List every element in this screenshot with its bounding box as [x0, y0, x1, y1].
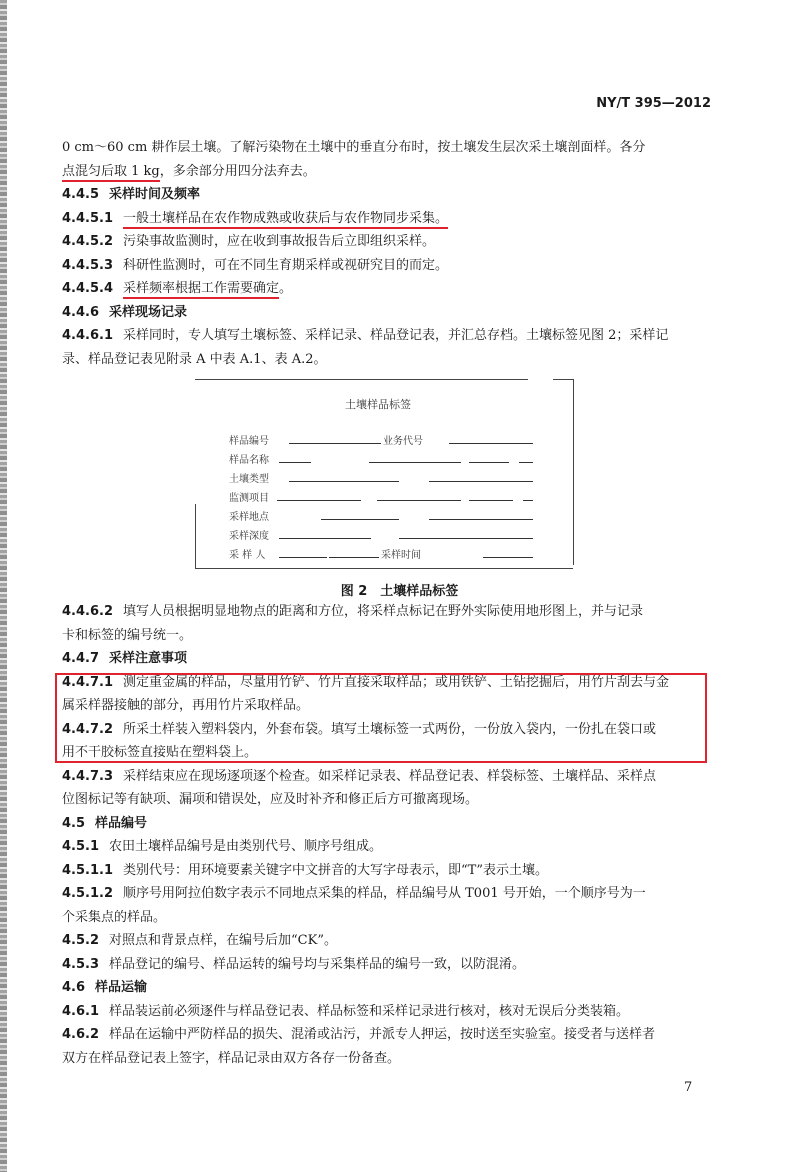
blank-line — [279, 557, 327, 558]
paragraph — [62, 160, 710, 184]
blank-line — [289, 443, 381, 444]
clause-number: 4.5.1.2 — [62, 886, 113, 901]
clause-continuation — [62, 348, 710, 372]
section-title: 样品运输 — [95, 980, 148, 995]
clause-number: 4.4.7.2 — [62, 721, 113, 737]
section-number: 4.4.7 — [62, 651, 100, 666]
label-field-name: 样品编号 — [229, 436, 269, 447]
clause-continuation — [62, 624, 710, 648]
clause — [62, 600, 710, 624]
label-field-name: 业务代号 — [383, 436, 423, 447]
clause-number: 4.4.5.2 — [62, 234, 113, 249]
clause-text: 类别代号：用环境要素关键字中文拼音的大写字母表示，即“T”表示土壤。 — [123, 862, 548, 878]
clause-text: 农田土壤样品编号是由类别代号、顺序号组成。 — [109, 839, 383, 854]
clause — [62, 277, 710, 301]
clause — [62, 859, 710, 883]
clause-number: 4.5.1 — [62, 839, 100, 854]
clause — [62, 207, 710, 231]
label-field-name: 采样深度 — [229, 531, 269, 542]
section-heading — [62, 976, 710, 1000]
text-line: 0 cm～60 cm 耕作层土壤。了解污染物在土壤中的垂直分布时，按土壤发生层次采土壤剖面样。各分 — [62, 140, 646, 155]
clause-text: 样品在运输中严防样品的损失、混淆或沾污，并派专人押运，按时送至实验室。接受者与送样者 — [109, 1027, 656, 1042]
blank-line — [289, 481, 399, 482]
blank-line — [377, 500, 461, 501]
section-number: 4.4.6 — [62, 304, 100, 320]
blank-line — [519, 462, 533, 463]
clause-number: 4.5.1.1 — [62, 862, 113, 878]
section-number: 4.4.5 — [62, 187, 100, 202]
soil-label-figure — [195, 376, 585, 570]
label-field-name: 采样时间 — [381, 550, 421, 561]
clause-text: 对照点和背景点样，在编号后加“CK”。 — [109, 933, 337, 948]
clause-continuation — [62, 906, 710, 930]
clause-continuation — [62, 1047, 710, 1071]
blank-line — [279, 462, 311, 463]
clause-text: 属采样器接触的部分，再用竹片采取样品。 — [62, 698, 310, 713]
clause — [62, 324, 710, 348]
label-row — [229, 546, 549, 560]
section-title: 采样时间及频率 — [109, 187, 201, 202]
blank-line — [469, 500, 513, 501]
clause-continuation — [62, 788, 710, 812]
label-row — [229, 527, 549, 541]
clause — [62, 1023, 710, 1047]
clause — [62, 882, 710, 906]
clause-number: 4.4.7.3 — [62, 768, 113, 784]
figure-border — [195, 568, 573, 569]
clause-text: 顺序号用阿拉伯数字表示不同地点采集的样品，样品编号从 T001 号开始，一个顺序号为一 — [123, 886, 646, 901]
blank-line — [369, 462, 461, 463]
clause-text: 卡和标签的编号统一。 — [62, 627, 193, 643]
clause — [62, 929, 710, 953]
clause-text: 个采集点的样品。 — [62, 909, 167, 925]
text-line: ，多余部分用四分法弃去。 — [159, 163, 316, 179]
blank-line — [449, 443, 533, 444]
clause-number: 4.4.5.4 — [62, 281, 113, 296]
document-body — [62, 136, 710, 371]
clause — [62, 765, 710, 789]
paragraph — [62, 136, 710, 160]
clause — [62, 1000, 710, 1024]
section-number: 4.5 — [62, 815, 86, 831]
blank-line — [329, 557, 379, 558]
figure-border — [195, 504, 196, 568]
section-heading — [62, 183, 710, 207]
section-heading — [62, 812, 710, 836]
label-row — [229, 432, 549, 446]
label-row — [229, 489, 549, 503]
clause — [62, 671, 710, 695]
blank-line — [429, 519, 533, 520]
clause-number: 4.6.2 — [62, 1027, 100, 1042]
section-title: 采样注意事项 — [109, 651, 188, 666]
blank-line — [429, 481, 533, 482]
clause-text: 所采土样装入塑料袋内，外套布袋。填写土壤标签一式两份，一份放入袋内，一份扎在袋口或 — [123, 721, 657, 737]
clause-text: 样品登记的编号、样品运转的编号均与采集样品的编号一致，以防混淆。 — [109, 956, 526, 972]
clause — [62, 953, 710, 977]
standard-code: NY/T 395—2012 — [596, 96, 711, 111]
label-field-name: 监测项目 — [229, 493, 269, 504]
underlined-text: 采样频率根据工作需要确定 — [123, 281, 279, 299]
section-heading — [62, 647, 710, 671]
figure-border — [573, 379, 574, 565]
blank-line — [523, 500, 533, 501]
clause-number: 4.5.2 — [62, 933, 100, 948]
label-field-name: 土壤类型 — [229, 474, 269, 485]
section-heading — [62, 301, 710, 325]
clause-number: 4.4.6.2 — [62, 604, 113, 619]
clause-text: 污染事故监测时，应在收到事故报告后立即组织采样。 — [123, 234, 436, 249]
figure-border — [195, 379, 528, 380]
clause-number: 4.6.1 — [62, 1003, 100, 1019]
section-number: 4.6 — [62, 980, 86, 995]
label-row — [229, 451, 549, 465]
clause-number: 4.4.5.3 — [62, 257, 113, 273]
blank-line — [277, 500, 361, 501]
label-row — [229, 470, 549, 484]
blank-line — [321, 519, 399, 520]
clause-continuation — [62, 741, 710, 765]
clause-continuation — [62, 694, 710, 718]
clause-number: 4.4.5.1 — [62, 210, 113, 226]
blank-line — [279, 538, 371, 539]
blank-line — [399, 538, 533, 539]
page-number: 7 — [684, 1080, 693, 1095]
clause-text: 填写人员根据明显地物点的距离和方位，将采样点标记在野外实际使用地形图上，并与记录 — [123, 604, 644, 619]
blank-line — [469, 462, 509, 463]
clause-text: 。 — [279, 281, 293, 296]
clause-text: 采样结束应在现场逐项逐个检查。如采样记录表、样品登记表、样袋标签、土壤样品、采样点 — [123, 768, 657, 784]
clause — [62, 718, 710, 742]
label-field-name: 采 样 人 — [229, 550, 266, 561]
clause — [62, 230, 710, 254]
figure-border — [553, 379, 573, 380]
clause-number: 4.4.6.1 — [62, 328, 113, 343]
figure-label-title: 土壤样品标签 — [345, 398, 411, 411]
clause-text: 用不干胶标签直接贴在塑料袋上。 — [62, 745, 258, 760]
clause-text: 采样同时，专人填写土壤标签、采样记录、样品登记表，并汇总存档。土壤标签见图 2；采样记 — [123, 328, 669, 343]
section-title: 样品编号 — [95, 815, 148, 831]
clause-number: 4.5.3 — [62, 956, 100, 972]
underlined-text: 点混匀后取 1 kg — [62, 164, 160, 182]
blank-line — [483, 557, 533, 558]
clause-number: 4.4.7.1 — [62, 674, 113, 690]
clause-text: 样品装运前必须逐件与样品登记表、样品标签和采样记录进行核对，核对无误后分类装箱。 — [109, 1003, 630, 1019]
label-row — [229, 508, 549, 522]
clause-text: 测定重金属的样品，尽量用竹铲、竹片直接采取样品；或用铁铲、土钻挖掘后，用竹片刮去与金 — [123, 674, 670, 690]
section-title: 采样现场记录 — [109, 304, 188, 320]
clause-text: 双方在样品登记表上签字，样品记录由双方各存一份备查。 — [62, 1050, 401, 1066]
clause — [62, 254, 710, 278]
label-field-name: 采样地点 — [229, 512, 269, 523]
underlined-text: 一般土壤样品在农作物成熟或收获后与农作物同步采集。 — [123, 211, 448, 229]
label-field-name: 样品名称 — [229, 455, 269, 466]
clause-text: 位图标记等有缺项、漏项和错误处，应及时补齐和修正后方可撤离现场。 — [62, 792, 479, 807]
clause-text: 科研性监测时，可在不同生育期采样或视研究目的而定。 — [123, 257, 449, 273]
document-body-lower — [62, 600, 710, 1070]
clause — [62, 835, 710, 859]
clause-text: 录、样品登记表见附录 A 中表 A.1、表 A.2。 — [62, 351, 327, 367]
figure-caption: 图 2 土壤样品标签 — [340, 584, 459, 599]
